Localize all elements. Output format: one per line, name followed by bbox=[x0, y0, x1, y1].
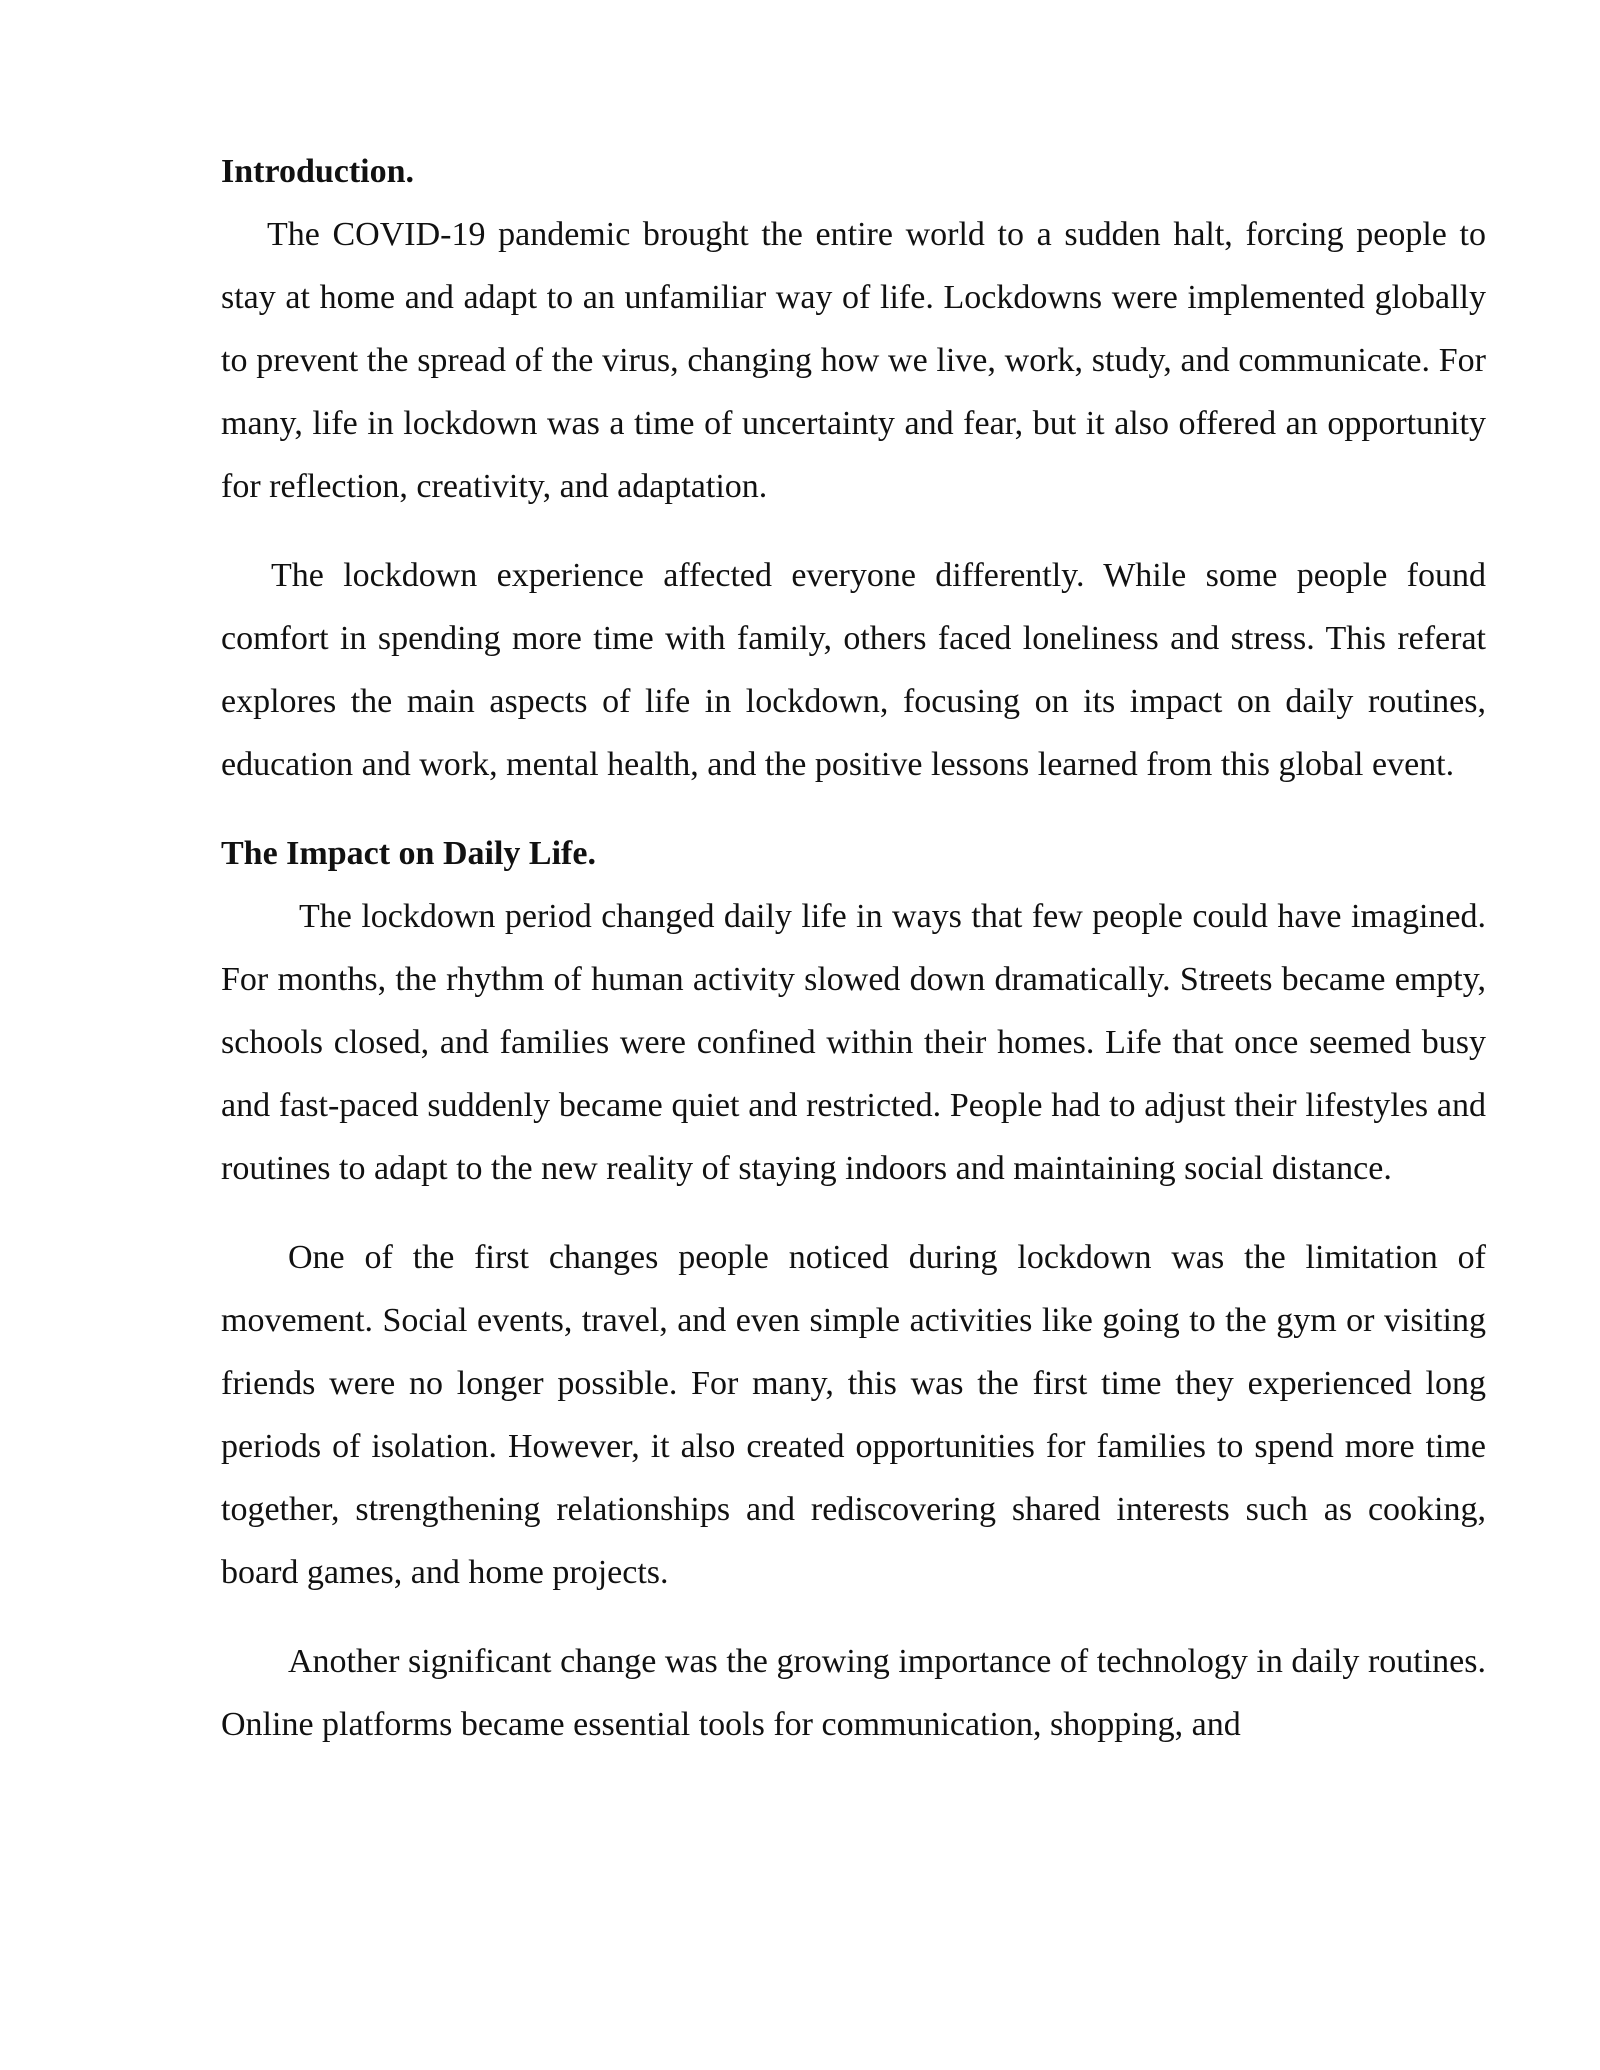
section-heading-daily-life: The Impact on Daily Life. bbox=[221, 835, 596, 872]
paragraph-daily-life-3: Another significant change was the growing importance of technology in daily routines. Online platforms became essential tools for communication, shopping, and bbox=[221, 1643, 1486, 1743]
document-page bbox=[221, 140, 1486, 1756]
paragraph-daily-life-2: One of the first changes people noticed during lockdown was the limitation of movement. Social events, travel, and even simple activities like going to the gym or visiting friends were no longer possible. For many, this was the first time they experienced long periods of isolation. However, it also created opportunities for families to spend more time together, strengthening relationships and rediscovering shared interests such as cooking, board games, and home projects. bbox=[221, 1239, 1486, 1591]
paragraph-intro-2: The lockdown experience affected everyone differently. While some people found comfort in spending more time with family, others faced loneliness and stress. This referat explores the main aspects of life in lockdown, focusing on its impact on daily routines, education and work, mental health, and the positive lessons learned from this global event. bbox=[221, 557, 1486, 783]
paragraph-intro-1: The COVID-19 pandemic brought the entire world to a sudden halt, forcing people to stay at home and adapt to an unfamiliar way of life. Lockdowns were implemented globally to prevent the spread of the virus, changing how we live, work, study, and communicate. For many, life in lockdown was a time of uncertainty and fear, but it also offered an opportunity for reflection, creativity, and adaptation. bbox=[221, 216, 1486, 505]
section-heading-introduction: Introduction. bbox=[221, 153, 415, 190]
paragraph-daily-life-1: The lockdown period changed daily life in ways that few people could have imagined. For months, the rhythm of human activity slowed down dramatically. Streets became empty, schools closed, and families were confined within their homes. Life that once seemed busy and fast-paced suddenly became quiet and restricted. People had to adjust their lifestyles and routines to adapt to the new reality of staying indoors and maintaining social distance. bbox=[221, 898, 1486, 1187]
